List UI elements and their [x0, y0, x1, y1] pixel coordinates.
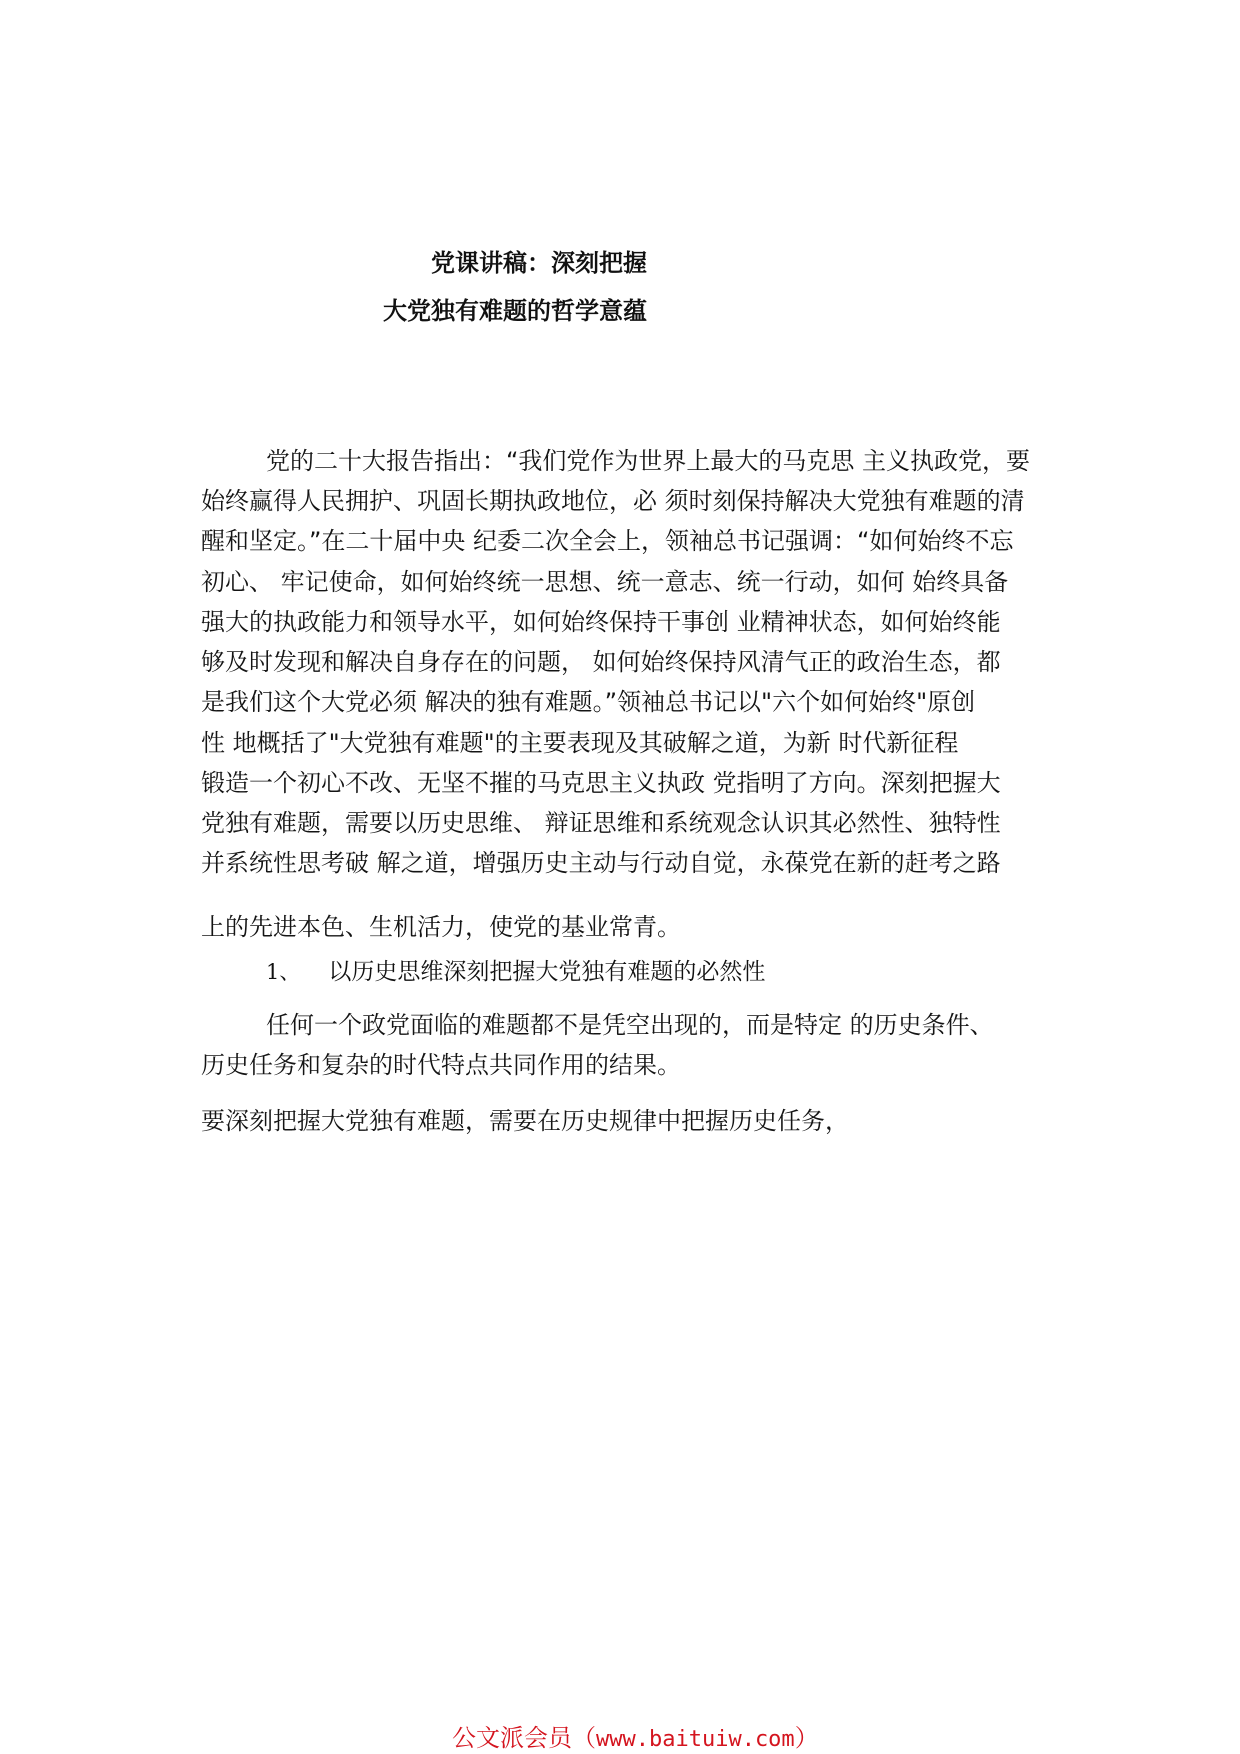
- paragraph1-line-8: 性 地概括了"大党独有难题"的主要表现及其破解之道，为新 时代新征程: [201, 729, 959, 757]
- section-heading: [266, 953, 765, 986]
- paragraph1-line-5: 强大的执政能力和领导水平，如何始终保持干事创 业精神状态，如何始终能: [201, 608, 1001, 636]
- paragraph1-line-1: 党的二十大报告指出：“我们党作为世界上最大的马克思 主义执政党，要: [266, 447, 1031, 475]
- paragraph1-line-7: 是我们这个大党必须 解决的独有难题。”领袖总书记以"六个如何始终"原创: [201, 688, 976, 716]
- title-line-2: 大党独有难题的哲学意蕴: [383, 297, 647, 325]
- paragraph1-line-2: 始终赢得人民拥护、巩固长期执政地位，必 须时刻保持解决大党独有难题的清: [201, 487, 1025, 515]
- footer-url-link[interactable]: www.baituiw.com: [596, 1727, 795, 1752]
- paragraph1-line-12: 上的先进本色、生机活力，使党的基业常青。: [201, 913, 681, 941]
- section-number: 1、: [266, 960, 301, 984]
- footer-label: 公文派会员: [452, 1724, 572, 1752]
- footer-open-paren: （: [572, 1724, 596, 1752]
- section-heading-text: 以历史思维深刻把握大党独有难题的必然性: [328, 959, 766, 985]
- footer-watermark: [452, 1718, 819, 1753]
- paragraph1-line-6: 够及时发现和解决自身存在的问题， 如何始终保持风清气正的政治生态，都: [201, 648, 1001, 676]
- paragraph2-line-2: 历史任务和复杂的时代特点共同作用的结果。: [201, 1051, 681, 1079]
- paragraph3-line-1: 要深刻把握大党独有难题，需要在历史规律中把握历史任务，: [201, 1107, 849, 1135]
- footer-close-paren: ）: [794, 1724, 819, 1752]
- paragraph1-line-9: 锻造一个初心不改、无坚不摧的马克思主义执政 党指明了方向。深刻把握大: [201, 769, 1001, 797]
- paragraph2-line-1: 任何一个政党面临的难题都不是凭空出现的，而是特定 的历史条件、: [266, 1011, 994, 1039]
- paragraph1-line-11: 并系统性思考破 解之道，增强历史主动与行动自觉，永葆党在新的赶考之路: [201, 849, 1001, 877]
- title-line-1: 党课讲稿：深刻把握: [431, 249, 647, 277]
- paragraph1-line-10: 党独有难题，需要以历史思维、 辩证思维和系统观念认识其必然性、独特性: [201, 809, 1001, 837]
- paragraph1-line-3: 醒和坚定。”在二十届中央 纪委二次全会上，领袖总书记强调：“如何始终不忘: [201, 527, 1014, 555]
- paragraph1-line-4: 初心、 牢记使命，如何始终统一思想、统一意志、统一行动，如何 始终具备: [201, 568, 1009, 596]
